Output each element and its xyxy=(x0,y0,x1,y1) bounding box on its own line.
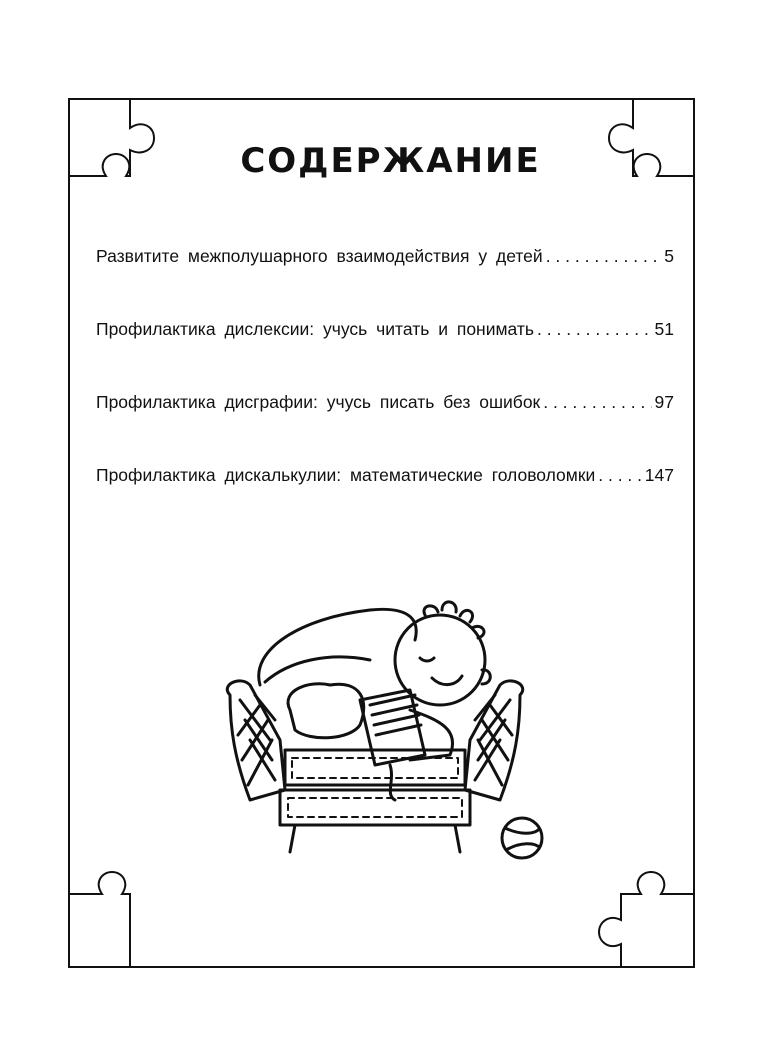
toc-entry-title: Профилактика дискалькулии: математические головоломки xyxy=(96,465,596,485)
toc-leader-dots xyxy=(598,465,642,486)
toc-leader-dots xyxy=(537,319,652,340)
toc-entry-title: Профилактика дислексии: учусь читать и понимать xyxy=(96,319,535,339)
toc-entry[interactable] xyxy=(96,465,674,538)
boy-reading-in-armchair-icon xyxy=(210,590,560,870)
table-of-contents xyxy=(96,246,674,538)
toc-entry-page: 97 xyxy=(654,392,674,412)
toc-entry-page: 51 xyxy=(654,319,674,339)
toc-entry[interactable] xyxy=(96,392,674,465)
toc-entry[interactable] xyxy=(96,246,674,319)
puzzle-piece-bottom-left-icon xyxy=(68,868,168,968)
puzzle-piece-bottom-right-icon xyxy=(595,868,695,968)
toc-leader-dots xyxy=(543,392,651,413)
toc-entry-title: Профилактика дисграфии: учусь писать без ошибок xyxy=(96,392,541,412)
page-title: СОДЕРЖАНИЕ xyxy=(240,141,541,181)
toc-entry-page: 147 xyxy=(644,465,674,485)
toc-entry-title: Развитите межполушарного взаимодействия у детей xyxy=(96,246,543,266)
toc-leader-dots xyxy=(546,246,662,267)
toc-entry-page: 5 xyxy=(664,246,674,266)
toc-entry[interactable] xyxy=(96,319,674,392)
